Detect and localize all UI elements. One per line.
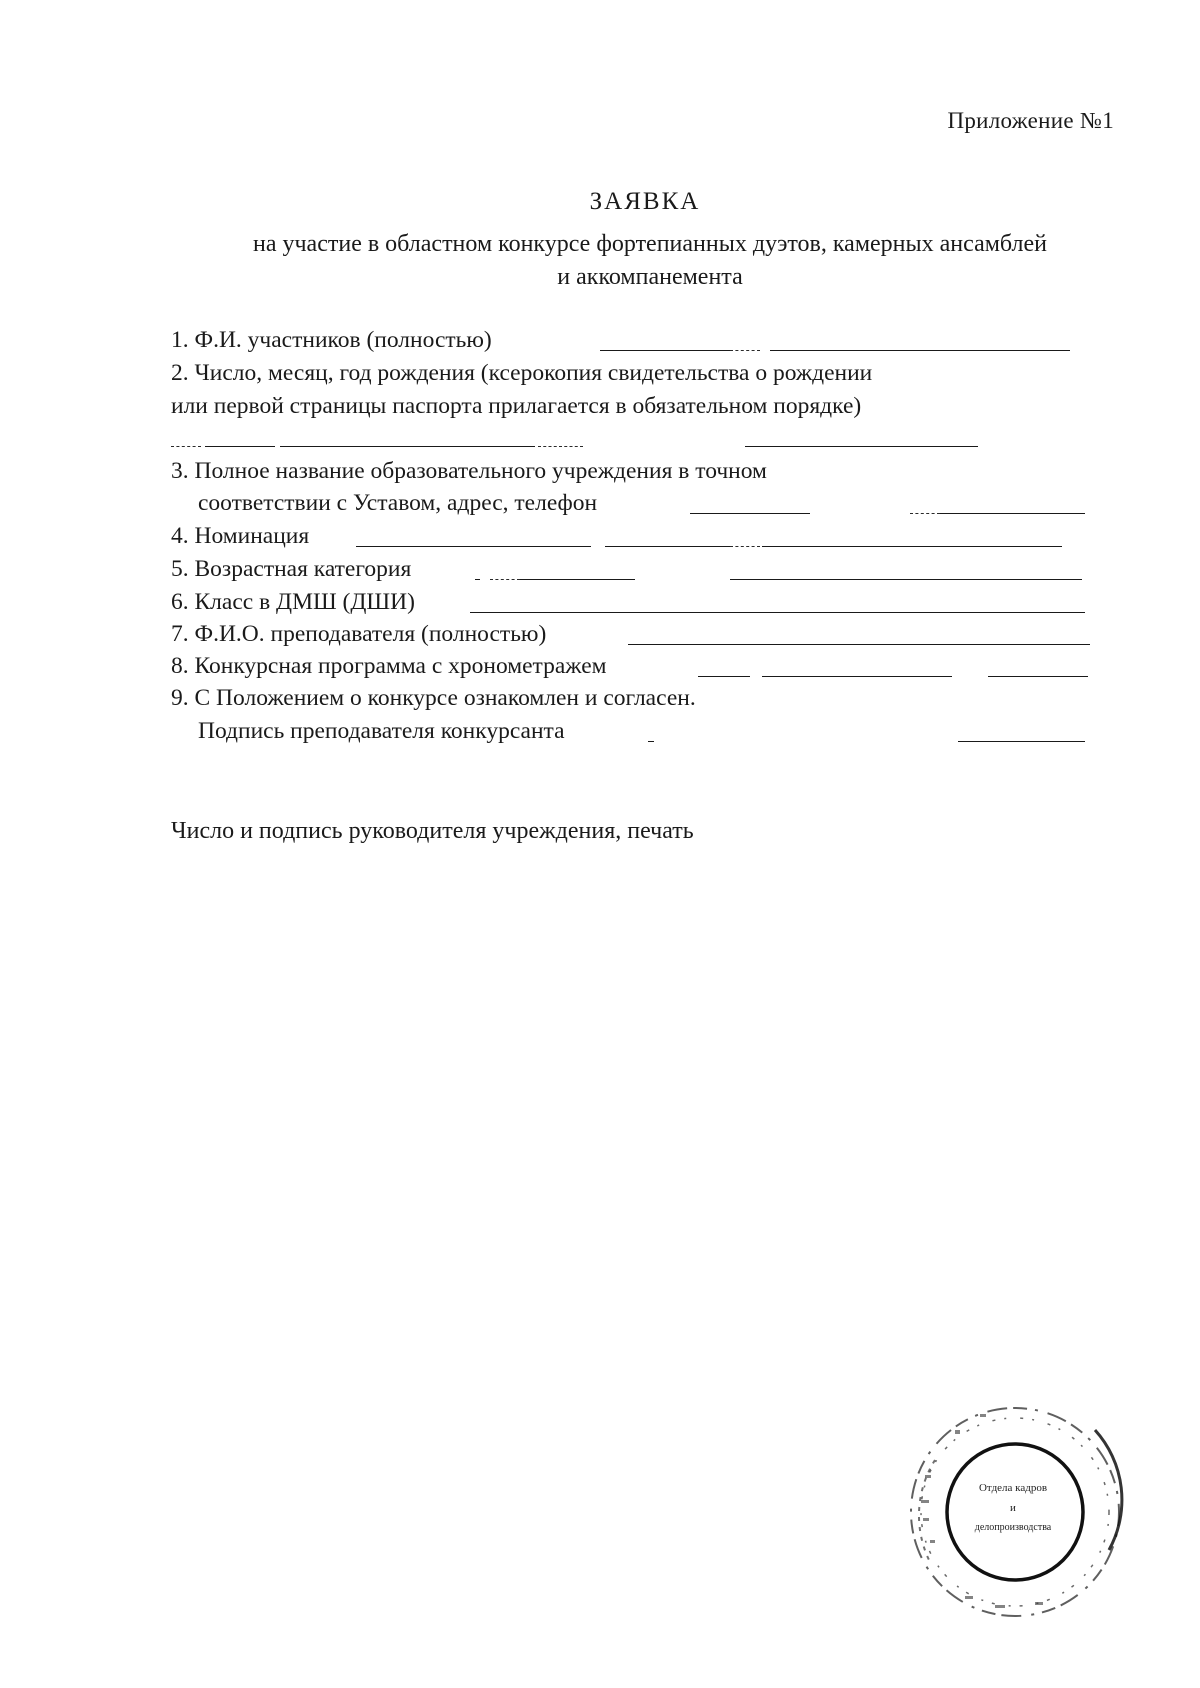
stamp-text-line-2: и [1010,1502,1016,1514]
item-9-signature-field[interactable] [958,741,1085,742]
official-stamp [895,1400,1125,1630]
item-2-field-lead [171,446,201,447]
item-4-field-gap [730,546,760,547]
document-title: ЗАЯВКА [589,188,701,215]
item-5-field-a[interactable] [520,579,635,580]
item-3-field-b[interactable] [940,513,1085,514]
item-3-field-gap [910,513,940,514]
item-4-nomination: 4. Номинация [171,523,310,549]
item-2-field-a[interactable] [205,446,275,447]
item-3-institution: 3. Полное название образовательного учреждения в точном [171,458,767,484]
item-8-field-a[interactable] [698,676,750,677]
item-1-participants: 1. Ф.И. участников (полностью) [171,327,492,353]
stamp-text-line-1: Отдела кадров [978,1482,1048,1494]
item-5-field-lead [475,579,480,580]
subtitle-line-2: и аккомпанемента [557,264,743,290]
item-2-field-c [538,446,583,447]
item-5-field-gap [490,579,520,580]
item-9-signature-label: Подпись преподавателя конкурсанта [198,718,565,744]
item-2-field-d[interactable] [745,446,978,447]
subtitle-line-1: на участие в областном конкурсе фортепианных дуэтов, камерных ансамблей [252,231,1047,257]
item-1-field-b[interactable] [770,350,1070,351]
appendix-number: Приложение №1 [947,108,1114,133]
item-3-field-a[interactable] [690,513,810,514]
item-7-teacher-name: 7. Ф.И.О. преподавателя (полностью) [171,621,547,647]
stamp-text-line-3: делопроизводства [974,1522,1052,1533]
item-2-field-b[interactable] [280,446,535,447]
item-8-program: 8. Конкурсная программа с хронометражем [171,653,607,679]
document-subtitle [170,228,1130,294]
item-5-field-b[interactable] [730,579,1082,580]
item-2-birthdate: 2. Число, месяц, год рождения (ксерокопия свидетельства о рождении [171,360,873,386]
item-4-field-a[interactable] [356,546,591,547]
item-2-note: или первой страницы паспорта прилагается в обязательном порядке) [171,393,862,419]
item-8-field-b[interactable] [762,676,952,677]
item-1-field-a[interactable] [600,350,730,351]
item-9-field-lead [648,741,654,742]
item-4-field-c[interactable] [762,546,1062,547]
item-5-age-category: 5. Возрастная категория [171,556,412,582]
item-4-field-b[interactable] [605,546,730,547]
item-1-field-gap [730,350,760,351]
head-signature-line: Число и подпись руководителя учреждения, печать [171,818,694,844]
item-8-field-c[interactable] [988,676,1088,677]
item-9-agreement: 9. С Положением о конкурсе ознакомлен и согласен. [171,685,696,711]
item-7-field[interactable] [628,644,1090,645]
item-6-field[interactable] [470,612,1085,613]
item-3-details: соответствии с Уставом, адрес, телефон [198,490,598,516]
item-6-class: 6. Класс в ДМШ (ДШИ) [171,589,415,615]
